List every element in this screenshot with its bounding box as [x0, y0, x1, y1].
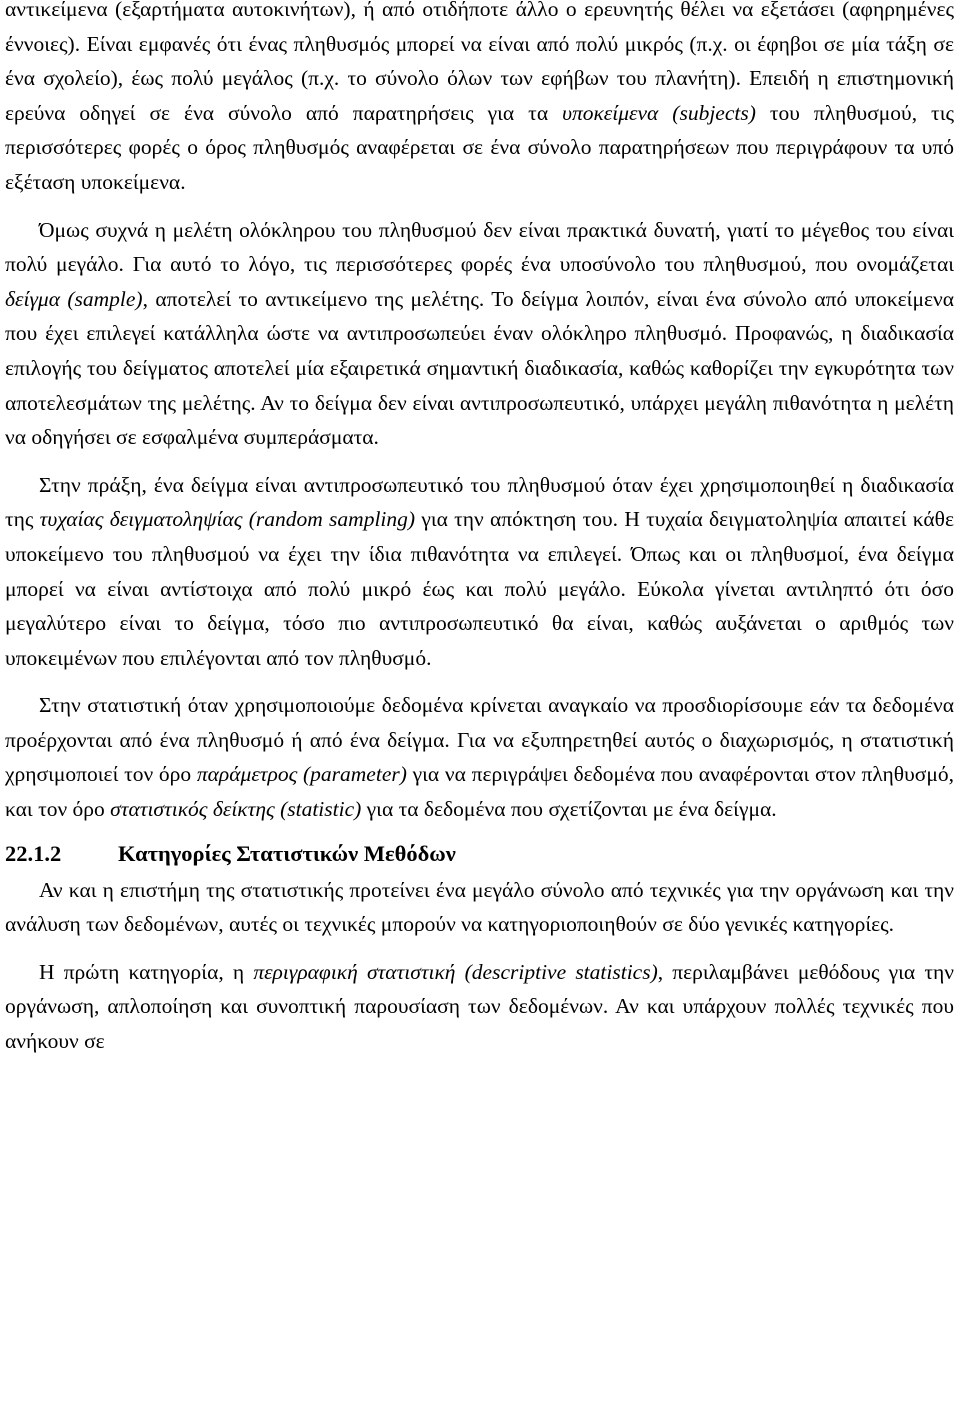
term-statistic: στατιστικός δείκτης (statistic): [110, 797, 362, 822]
term-parameter: παράμετρος (parameter): [196, 762, 407, 787]
term-descriptive-statistics: περιγραφική στατιστική (descriptive statistics): [253, 959, 658, 984]
term-sample: δείγμα (sample): [5, 286, 143, 311]
term-random-sampling: τυχαίας δειγματοληψίας (random sampling): [39, 507, 416, 532]
term-subjects: υποκείμενα (subjects): [562, 100, 756, 125]
section-number: 22.1.2: [5, 840, 62, 866]
paragraph-sample: Όμως συχνά η μελέτη ολόκληρου του πληθυσμού δεν είναι πρακτικά δυνατή, γιατί το μέγεθος του είναι πολύ μεγάλο. Για αυτό το λόγο, τις περισσότερες φορές ένα υποσύνολο του πληθυσμού, που ονομάζεται δείγμα (sample), αποτελεί το αντικείμενο της μελέτης. Το δείγμα λοιπόν, είναι ένα σύνολο από υποκείμενα που έχει επιλεγεί κατάλληλα ώστε να αντιπροσωπεύει έναν ολόκληρο πληθυσμό. Προφανώς, η διαδικασία επιλογής του δείγματος αποτελεί μία εξαιρετικά σημαντική διαδικασία, καθώς καθορίζει την εγκυρότητα των αποτελεσμάτων της μελέτης. Αν το δείγμα δεν είναι αντιπροσωπευτικό, υπάρχει μεγάλη πιθανότητα η μελέτη να οδηγήσει σε εσφαλμένα συμπεράσματα.: [5, 217, 955, 450]
section-heading: [5, 837, 954, 871]
paragraph-random-sampling: Στην πράξη, ένα δείγμα είναι αντιπροσωπευτικό του πληθυσμού όταν έχει χρησιμοποιηθεί η διαδικασία της τυχαίας δειγματοληψίας (random sampling) για την απόκτηση του. Η τυχαία δειγματοληψία απαιτεί κάθε υποκείμενο του πληθυσμού να έχει την ίδια πιθανότητα να επιλεγεί. Όπως και οι πληθυσμοί, ένα δείγμα μπορεί να είναι αντίστοιχα από πολύ μικρό έως και πολύ μεγάλο. Εύκολα γίνεται αντιληπτό ότι όσο μεγαλύτερο είναι το δείγμα, τόσο πιο αντιπροσωπευτικό θα είναι, καθώς αυξάνεται ο αριθμός των υποκειμένων που επιλέγονται από τον πληθυσμό.: [5, 472, 954, 670]
paragraph-descriptive-statistics: Η πρώτη κατηγορία, η περιγραφική στατιστική (descriptive statistics), περιλαμβάνει μεθόδους για την οργάνωση, απλοποίηση και συνοπτική παρουσίαση των δεδομένων. Αν και υπάρχουν πολλές τεχνικές που ανήκουν σε: [5, 959, 954, 1054]
section-title: Κατηγορίες Στατιστικών Μεθόδων: [118, 840, 456, 866]
paragraph-parameter-statistic: Στην στατιστική όταν χρησιμοποιούμε δεδομένα κρίνεται αναγκαίο να προσδιορίσουμε εάν τα δεδομένα προέρχονται από ένα πληθυσμό ή από ένα δείγμα. Για να εξυπηρετηθεί αυτός ο διαχωρισμός, η στατιστική χρησιμοποιεί τον όρο παράμετρος (parameter) για να περιγράψει δεδομένα που αναφέρονται στον πληθυσμό, και τον όρο στατιστικός δείκτης (statistic) για τα δεδομένα που σχετίζονται με ένα δείγμα.: [5, 693, 954, 822]
paragraph-population: αντικείμενα (εξαρτήματα αυτοκινήτων), ή από οτιδήποτε άλλο ο ερευνητής θέλει να εξετάσει (αφηρημένες έννοιες). Είναι εμφανές ότι ένας πληθυσμός μπορεί να είναι από πολύ μικρός (π.χ. οι έφηβοι σε μία τάξη σε ένα σχολείο), έως πολύ μεγάλος (π.χ. το σύνολο όλων των εφήβων του πλανήτη). Επειδή η επιστημονική ερεύνα οδηγεί σε ένα σύνολο από παρατηρήσεις για τα υποκείμενα (subjects) του πληθυσμού, τις περισσότερες φορές ο όρος πληθυσμός αναφέρεται σε ένα σύνολο παρατηρήσεων που περιγράφουν τα υπό εξέταση υποκείμενα.: [5, 0, 954, 194]
paragraph-categories-intro: Αν και η επιστήμη της στατιστικής προτείνει ένα μεγάλο σύνολο από τεχνικές για την οργάνωση και την ανάλυση των δεδομένων, αυτές οι τεχνικές μπορούν να κατηγοριοποιηθούν σε δύο γενικές κατηγορίες.: [5, 877, 954, 937]
